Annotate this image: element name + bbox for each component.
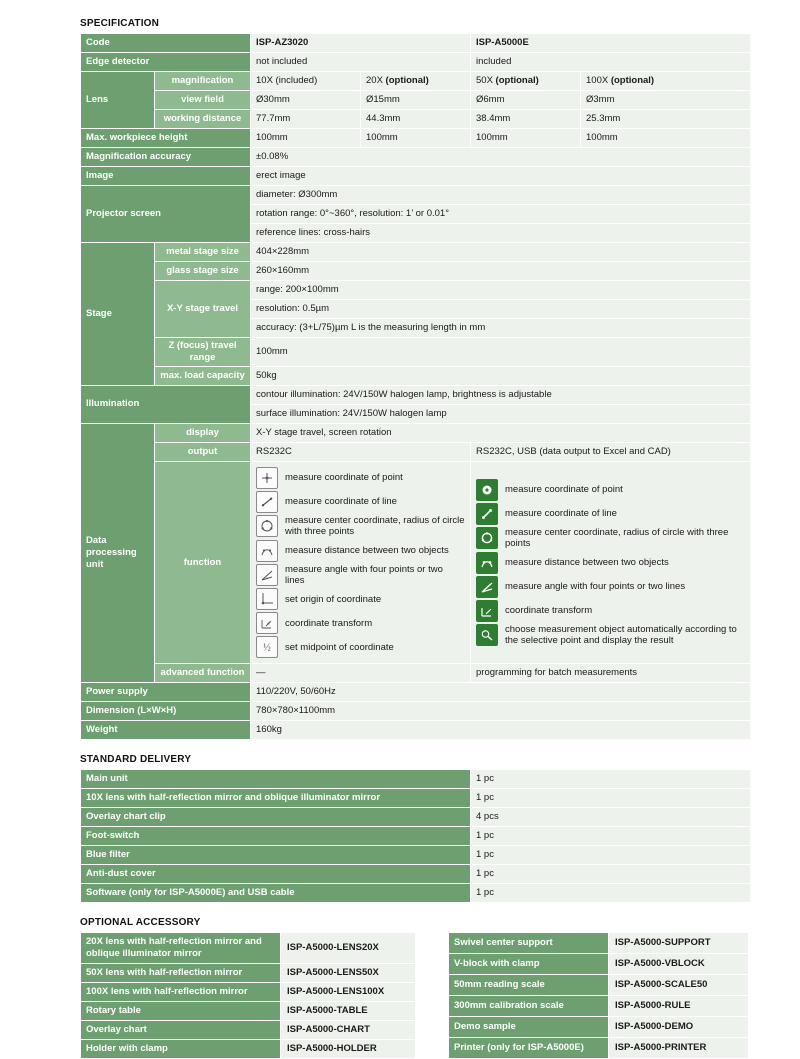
optional-item-name: 100X lens with half-reflection mirror bbox=[81, 983, 281, 1002]
model-b: ISP-A5000E bbox=[471, 34, 751, 53]
illumination-surface: surface illumination: 24V/150W halogen lamp bbox=[251, 404, 751, 423]
display-value: X-Y stage travel, screen rotation bbox=[251, 423, 751, 442]
optional-item-code: ISP-A5000-TABLE bbox=[281, 1002, 416, 1021]
list-item bbox=[476, 502, 745, 526]
table-row bbox=[81, 865, 751, 884]
row-label-magnification: magnification bbox=[155, 72, 251, 91]
table-row bbox=[449, 996, 749, 1017]
function-label: measure coordinate of point bbox=[505, 484, 623, 496]
advanced-function-a: — bbox=[251, 664, 471, 683]
table-row bbox=[81, 461, 751, 664]
xy-travel-accuracy: accuracy: (3+L/75)µm L is the measuring length in mm bbox=[251, 319, 751, 338]
table-row bbox=[81, 423, 751, 442]
measure-angle-icon bbox=[476, 576, 498, 598]
row-label-projector-screen: Projector screen bbox=[81, 186, 251, 243]
optional-item-name: Rotary table bbox=[81, 1002, 281, 1021]
list-item bbox=[256, 466, 465, 490]
function-label: coordinate transform bbox=[285, 617, 373, 629]
svg-text:½: ½ bbox=[263, 642, 271, 654]
row-label-glass-stage-size: glass stage size bbox=[155, 262, 251, 281]
list-item bbox=[256, 539, 465, 563]
list-item bbox=[256, 635, 465, 659]
function-label: measure angle with four points or two lines bbox=[505, 580, 686, 592]
mag-50x-optional: (optional) bbox=[495, 75, 539, 87]
specification-heading: SPECIFICATION bbox=[80, 18, 160, 29]
delivery-item-qty: 1 pc bbox=[471, 884, 751, 903]
row-label-power-supply: Power supply bbox=[81, 683, 251, 702]
table-row bbox=[81, 827, 751, 846]
projector-screen-3: reference lines: cross-hairs bbox=[251, 224, 751, 243]
list-item bbox=[476, 551, 745, 575]
optional-accessory-table-left bbox=[80, 932, 416, 1059]
delivery-item-name: Anti-dust cover bbox=[81, 865, 471, 884]
function-label: measure center coordinate, radius of circle with three points bbox=[505, 526, 729, 550]
table-row bbox=[449, 1017, 749, 1038]
projector-screen-1: diameter: Ø300mm bbox=[251, 186, 751, 205]
table-row bbox=[81, 789, 751, 808]
optional-item-code: ISP-A5000-PRINTER bbox=[609, 1038, 749, 1059]
list-item bbox=[256, 514, 465, 539]
table-row bbox=[81, 129, 751, 148]
row-label-weight: Weight bbox=[81, 721, 251, 740]
row-label-dimension: Dimension (L×W×H) bbox=[81, 702, 251, 721]
list-item bbox=[256, 490, 465, 514]
table-row bbox=[81, 281, 751, 300]
table-row bbox=[81, 983, 416, 1002]
delivery-item-name: 10X lens with half-reflection mirror and oblique illuminator mirror bbox=[81, 789, 471, 808]
mag-20x bbox=[361, 72, 471, 91]
xy-travel-range: range: 200×100mm bbox=[251, 281, 751, 300]
function-label: measure coordinate of line bbox=[505, 508, 617, 520]
output-a: RS232C bbox=[251, 442, 471, 461]
table-row bbox=[81, 442, 751, 461]
glass-stage-size-value: 260×160mm bbox=[251, 262, 751, 281]
table-row bbox=[81, 167, 751, 186]
row-label-output: output bbox=[155, 442, 251, 461]
standard-delivery-heading: STANDARD DELIVERY bbox=[80, 754, 192, 766]
optional-item-name: 50mm reading scale bbox=[449, 975, 609, 996]
list-item bbox=[256, 611, 465, 635]
delivery-item-name: Foot-switch bbox=[81, 827, 471, 846]
function-label: measure center coordinate, radius of circle with three points bbox=[285, 514, 465, 538]
max-workpiece-3: 100mm bbox=[471, 129, 581, 148]
list-item bbox=[476, 623, 745, 648]
function-list-b bbox=[471, 461, 751, 664]
mag-20x-prefix: 20X bbox=[366, 75, 386, 87]
mag-100x-optional: (optional) bbox=[610, 75, 655, 87]
max-workpiece-4: 100mm bbox=[581, 129, 751, 148]
table-row bbox=[81, 808, 751, 827]
mag-10x: 10X (included) bbox=[251, 72, 361, 91]
row-label-metal-stage-size: metal stage size bbox=[155, 243, 251, 262]
optional-item-name: Printer (only for ISP-A5000E) bbox=[449, 1038, 609, 1059]
set-midpoint-icon bbox=[256, 636, 278, 658]
optional-item-code: ISP-A5000-HOLDER bbox=[281, 1040, 416, 1059]
optional-item-name: 300mm calibration scale bbox=[449, 996, 609, 1017]
table-row bbox=[81, 884, 751, 903]
weight-value: 160kg bbox=[251, 721, 751, 740]
optional-item-code: ISP-A5000-CHART bbox=[281, 1021, 416, 1040]
measure-line-icon bbox=[476, 503, 498, 525]
optional-item-code: ISP-A5000-VBLOCK bbox=[609, 954, 749, 975]
image-value: erect image bbox=[251, 167, 751, 186]
working-distance-2: 44.3mm bbox=[361, 110, 471, 129]
optional-item-code: ISP-A5000-LENS100X bbox=[281, 983, 416, 1002]
datasheet-page bbox=[0, 18, 800, 1055]
row-label-max-load: max. load capacity bbox=[155, 366, 251, 385]
standard-delivery-table bbox=[80, 769, 751, 903]
mag-50x-prefix: 50X bbox=[476, 75, 496, 87]
table-row bbox=[81, 186, 751, 205]
power-supply-value: 110/220V, 50/60Hz bbox=[251, 683, 751, 702]
optional-item-name: 20X lens with half-reflection mirror and oblique illuminator mirror bbox=[81, 933, 281, 964]
optional-item-name: Overlay chart bbox=[81, 1021, 281, 1040]
advanced-function-b: programming for batch measurements bbox=[471, 664, 751, 683]
table-row bbox=[81, 933, 416, 964]
max-workpiece-1: 100mm bbox=[251, 129, 361, 148]
function-label: measure distance between two objects bbox=[285, 544, 449, 556]
row-label-max-workpiece-height: Max. workpiece height bbox=[81, 129, 251, 148]
max-workpiece-2: 100mm bbox=[361, 129, 471, 148]
row-label-function: function bbox=[155, 461, 251, 664]
row-label-lens: Lens bbox=[81, 72, 155, 129]
optional-item-code: ISP-A5000-RULE bbox=[609, 996, 749, 1017]
mag-100x-prefix: 100X bbox=[586, 75, 611, 87]
function-label: measure distance between two objects bbox=[505, 556, 669, 568]
optional-item-name: V-block with clamp bbox=[449, 954, 609, 975]
view-field-2: Ø15mm bbox=[361, 91, 471, 110]
table-row bbox=[81, 34, 751, 53]
coordinate-transform-icon bbox=[476, 600, 498, 622]
delivery-item-name: Blue filter bbox=[81, 846, 471, 865]
measure-distance-icon bbox=[256, 540, 278, 562]
measure-distance-icon bbox=[476, 552, 498, 574]
optional-item-name: Swivel center support bbox=[449, 933, 609, 954]
row-label-view-field: view field bbox=[155, 91, 251, 110]
list-item bbox=[476, 478, 745, 502]
function-label: set midpoint of coordinate bbox=[285, 641, 394, 653]
optional-item-name: Demo sample bbox=[449, 1017, 609, 1038]
table-row bbox=[81, 366, 751, 385]
measure-line-icon bbox=[256, 491, 278, 513]
optional-item-code: ISP-A5000-DEMO bbox=[609, 1017, 749, 1038]
delivery-item-name: Software (only for ISP-A5000E) and USB cable bbox=[81, 884, 471, 903]
view-field-4: Ø3mm bbox=[581, 91, 751, 110]
delivery-item-qty: 1 pc bbox=[471, 770, 751, 789]
row-label-xy-stage-travel: X-Y stage travel bbox=[155, 281, 251, 338]
row-label-image: Image bbox=[81, 167, 251, 186]
row-label-working-distance: working distance bbox=[155, 110, 251, 129]
delivery-item-name: Overlay chart clip bbox=[81, 808, 471, 827]
table-row bbox=[81, 262, 751, 281]
coordinate-transform-icon bbox=[256, 612, 278, 634]
measure-point-icon bbox=[476, 479, 498, 501]
view-field-1: Ø30mm bbox=[251, 91, 361, 110]
table-row bbox=[81, 148, 751, 167]
measure-circle-icon bbox=[256, 515, 278, 537]
row-label-z-travel: Z (focus) travel range bbox=[155, 338, 251, 367]
function-label: choose measurement object automatically according to the selective point and display the result bbox=[505, 623, 737, 646]
mag-100x bbox=[581, 72, 751, 91]
delivery-item-name: Main unit bbox=[81, 770, 471, 789]
table-row bbox=[449, 1038, 749, 1059]
function-label: coordinate transform bbox=[505, 604, 593, 616]
optional-item-code: ISP-A5000-SUPPORT bbox=[609, 933, 749, 954]
optional-item-code: ISP-A5000-SCALE50 bbox=[609, 975, 749, 996]
table-row bbox=[81, 385, 751, 404]
list-item bbox=[476, 575, 745, 599]
delivery-item-qty: 4 pcs bbox=[471, 808, 751, 827]
table-row bbox=[81, 72, 751, 91]
table-row bbox=[449, 933, 749, 954]
row-label-edge-detector: Edge detector bbox=[81, 53, 251, 72]
projector-screen-2: rotation range: 0°~360°, resolution: 1’ or 0.01° bbox=[251, 205, 751, 224]
list-item bbox=[476, 599, 745, 623]
working-distance-3: 38.4mm bbox=[471, 110, 581, 129]
optional-accessory-heading: OPTIONAL ACCESSORY bbox=[80, 917, 201, 929]
row-label-illumination: Illumination bbox=[81, 385, 251, 423]
table-row bbox=[449, 954, 749, 975]
optional-item-name: Holder with clamp bbox=[81, 1040, 281, 1059]
table-row bbox=[81, 1002, 416, 1021]
list-item bbox=[476, 526, 745, 551]
function-list-a bbox=[251, 461, 471, 664]
table-row bbox=[81, 91, 751, 110]
delivery-item-qty: 1 pc bbox=[471, 865, 751, 884]
row-label-data-processing-unit: Data processing unit bbox=[81, 423, 155, 683]
table-row bbox=[81, 243, 751, 262]
measure-angle-icon bbox=[256, 564, 278, 586]
mag-50x bbox=[471, 72, 581, 91]
delivery-item-qty: 1 pc bbox=[471, 789, 751, 808]
dimension-value: 780×780×1100mm bbox=[251, 702, 751, 721]
mag-20x-optional: (optional) bbox=[385, 75, 429, 87]
edge-detector-a: not included bbox=[251, 53, 471, 72]
table-row bbox=[81, 846, 751, 865]
table-row bbox=[449, 975, 749, 996]
table-row bbox=[81, 702, 751, 721]
auto-measure-icon bbox=[476, 624, 498, 646]
function-label: measure angle with four points or two lines bbox=[285, 563, 443, 586]
optional-accessory-table-right bbox=[448, 932, 749, 1059]
measure-circle-icon bbox=[476, 527, 498, 549]
table-row bbox=[81, 53, 751, 72]
function-label: set origin of coordinate bbox=[285, 593, 382, 605]
magnification-accuracy-value: ±0.08% bbox=[251, 148, 751, 167]
z-travel-value: 100mm bbox=[251, 338, 751, 367]
optional-item-code: ISP-A5000-LENS50X bbox=[281, 964, 416, 983]
row-label-code: Code bbox=[81, 34, 251, 53]
function-label: measure coordinate of line bbox=[285, 496, 397, 508]
optional-item-name: 50X lens with half-reflection mirror bbox=[81, 964, 281, 983]
delivery-item-qty: 1 pc bbox=[471, 846, 751, 865]
output-b: RS232C, USB (data output to Excel and CAD) bbox=[471, 442, 751, 461]
row-label-stage: Stage bbox=[81, 243, 155, 386]
table-row bbox=[81, 721, 751, 740]
specification-table bbox=[80, 33, 751, 740]
optional-item-code: ISP-A5000-LENS20X bbox=[281, 933, 416, 964]
table-row bbox=[81, 1040, 416, 1059]
working-distance-1: 77.7mm bbox=[251, 110, 361, 129]
model-a: ISP-AZ3020 bbox=[251, 34, 471, 53]
optional-accessory-columns bbox=[80, 932, 800, 1059]
table-row bbox=[81, 770, 751, 789]
table-row bbox=[81, 683, 751, 702]
metal-stage-size-value: 404×228mm bbox=[251, 243, 751, 262]
set-origin-icon bbox=[256, 588, 278, 610]
max-load-value: 50kg bbox=[251, 366, 751, 385]
row-label-magnification-accuracy: Magnification accuracy bbox=[81, 148, 251, 167]
view-field-3: Ø6mm bbox=[471, 91, 581, 110]
working-distance-4: 25.3mm bbox=[581, 110, 751, 129]
table-row bbox=[81, 110, 751, 129]
delivery-item-qty: 1 pc bbox=[471, 827, 751, 846]
table-row bbox=[81, 1021, 416, 1040]
function-label: measure coordinate of point bbox=[285, 472, 403, 484]
xy-travel-resolution: resolution: 0.5µm bbox=[251, 300, 751, 319]
row-label-display: display bbox=[155, 423, 251, 442]
illumination-contour: contour illumination: 24V/150W halogen lamp, brightness is adjustable bbox=[251, 385, 751, 404]
measure-point-icon bbox=[256, 467, 278, 489]
table-row bbox=[81, 964, 416, 983]
edge-detector-b: included bbox=[471, 53, 751, 72]
table-row bbox=[81, 664, 751, 683]
row-label-advanced-function: advanced function bbox=[155, 664, 251, 683]
list-item bbox=[256, 563, 465, 588]
list-item bbox=[256, 587, 465, 611]
table-row bbox=[81, 338, 751, 367]
